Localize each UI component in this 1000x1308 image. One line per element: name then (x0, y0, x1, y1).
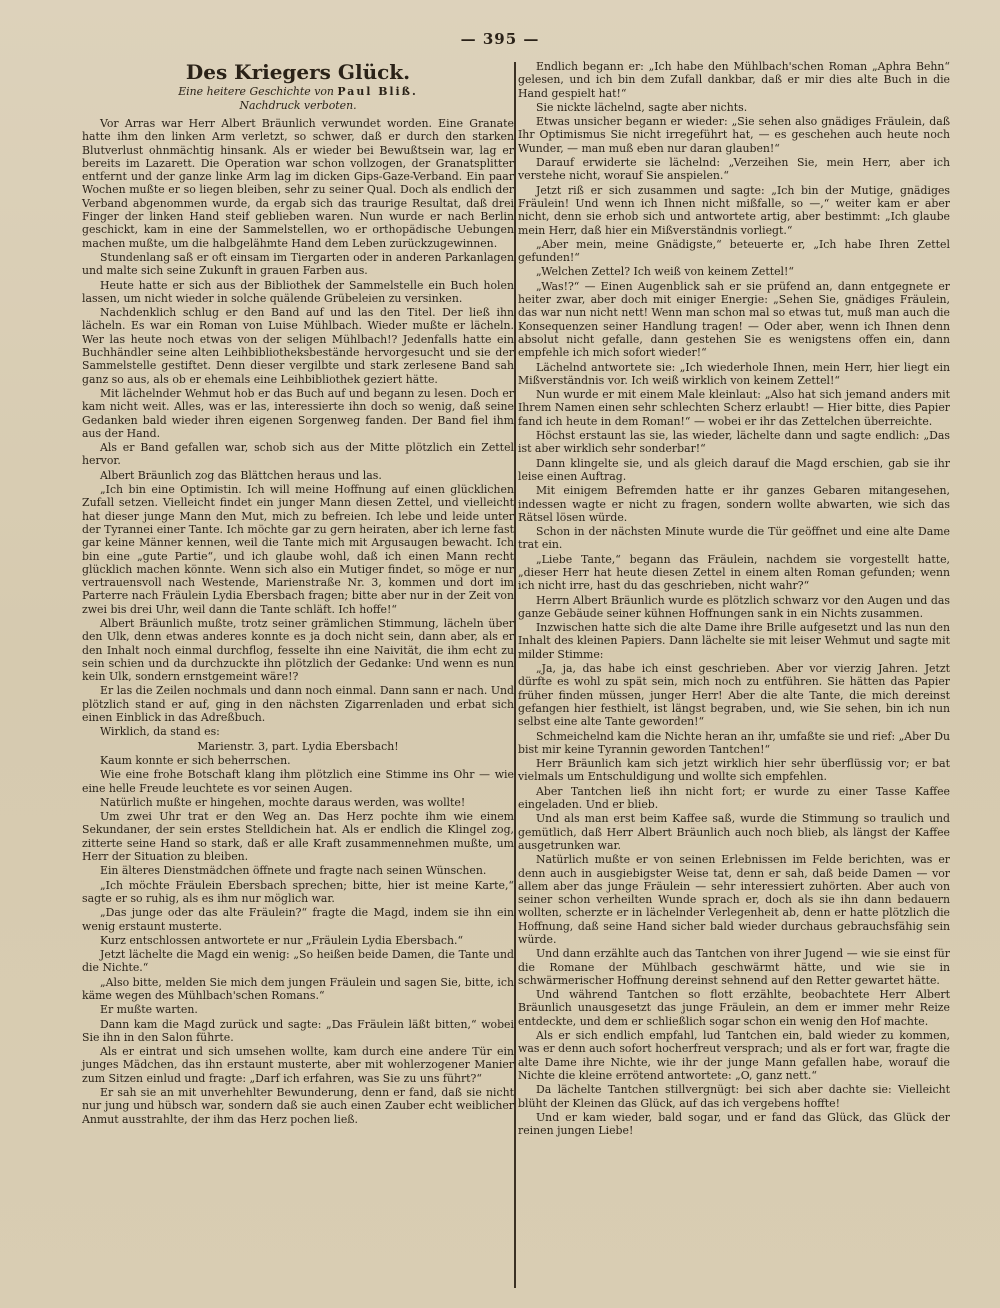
paragraph: Mit lächelnder Wehmut hob er das Buch auf und begann zu lesen. Doch er kam nicht weit. Alles, was er las, interessierte ihn doch so wenig, daß seine Gedanken bald wieder ihren eigenen Sorgenweg fanden. Der Band fiel ihm aus der Hand. (82, 386, 514, 440)
paragraph: Und dann erzählte auch das Tantchen von ihrer Jugend — wie sie einst für die Romane der Mühlbach geschwärmt hätte, und wie sie in schwärmerischer Hoffnung dereinst sehnend auf den Retter gewartet hätte. (518, 947, 950, 987)
right-column (518, 60, 950, 1138)
paragraph: Albert Bräunlich mußte, trotz seiner grämlichen Stimmung, lächeln über den Ulk, denn etwas anderes konnte es ja doch nicht sein, dann aber, als er den Inhalt noch einmal durchflog, fesselte ihn eine Naivität, die ihm echt zu sein schien und da durchzuckte ihn plötzlich der Gedanke: Und wenn es nun kein Ulk, sondern ernstgemeint wäre!? (82, 616, 514, 684)
paragraph: Dann kam die Magd zurück und sagte: „Das Fräulein läßt bitten,“ wobei Sie ihn in den Salon führte. (82, 1017, 514, 1044)
paragraph: Etwas unsicher begann er wieder: „Sie sehen also gnädiges Fräulein, daß Ihr Optimismus Sie nicht irregeführt hat, — es geschehen auch heute noch Wunder, — man muß eben nur daran glauben!“ (518, 115, 950, 155)
paragraph: Albert Bräunlich zog das Blättchen heraus und las. (100, 468, 382, 482)
paragraph: Um zwei Uhr trat er den Weg an. Das Herz pochte ihm wie einem Sekundaner, der sein erstes Stelldichein hat. Als er endlich die Klingel zog, zitterte seine Hand so stark, daß er alle Kraft zusammennehmen mußte, um Herr der Situation zu bleiben. (82, 810, 514, 864)
paragraph: Dann klingelte sie, und als gleich darauf die Magd erschien, gab sie ihr leise einen Auftrag. (518, 456, 950, 483)
story-subtitle (82, 85, 514, 99)
paragraph: Höchst erstaunt las sie, las wieder, lächelte dann und sagte endlich: „Das ist aber wirklich sehr sonderbar!“ (518, 429, 950, 456)
paragraph: Wie eine frohe Botschaft klang ihm plötzlich eine Stimme ins Ohr — wie eine helle Freude leuchtete es vor seinen Augen. (82, 768, 514, 795)
paragraph: Herrn Albert Bräunlich wurde es plötzlich schwarz vor den Augen und das ganze Gebäude seiner kühnen Hoffnungen sank in ein Nichts zusammen. (518, 593, 950, 620)
paragraph: Natürlich mußte er hingehen, mochte daraus werden, was wollte! (100, 795, 466, 809)
paragraph: Er sah sie an mit unverhehlter Bewunderung, denn er fand, daß sie nicht nur jung und hübsch war, sondern daß sie auch einen Zauber echt weiblicher Anmut ausstrahlte, der ihm das Herz pochen ließ. (82, 1086, 514, 1126)
paragraph: Und als man erst beim Kaffee saß, wurde die Stimmung so traulich und gemütlich, daß Herr Albert Bräunlich auch noch blieb, als längst der Kaffee ausgetrunken war. (518, 812, 950, 852)
paragraph: Herr Bräunlich kam sich jetzt wirklich hier sehr überflüssig vor; er bat vielmals um Entschuldigung und wollte sich empfehlen. (518, 757, 950, 784)
paragraph: Er mußte warten. (100, 1003, 198, 1017)
paragraph: „Welchen Zettel? Ich weiß von keinem Zettel!“ (536, 265, 794, 279)
paragraph: „Also bitte, melden Sie mich dem jungen Fräulein und sagen Sie, bitte, ich käme wegen des Mühlbach'schen Romans.“ (82, 975, 514, 1002)
paragraph: Als er Band gefallen war, schob sich aus der Mitte plötzlich ein Zettel hervor. (82, 441, 514, 468)
paragraph: Aber Tantchen ließ ihn nicht fort; er wurde zu einer Tasse Kaffee eingeladen. Und er blieb. (518, 784, 950, 812)
right-body (518, 60, 950, 1137)
paragraph: Darauf erwiderte sie lächelnd: „Verzeihen Sie, mein Herr, aber ich verstehe nicht, worauf Sie anspielen.“ (518, 156, 950, 183)
paragraph: Stundenlang saß er oft einsam im Tiergarten oder in anderen Parkanlagen und malte sich seine Zukunft in grauen Farben aus. (82, 250, 514, 278)
paragraph: Jetzt lächelte die Magd ein wenig: „So heißen beide Damen, die Tante und die Nichte.“ (82, 948, 514, 975)
left-body (82, 117, 514, 1126)
paragraph: „Ich bin eine Optimistin. Ich will meine Hoffnung auf einen glücklichen Zufall setzen. Vielleicht findet ein junger Mann diesen Zettel, und vielleicht hat dieser junge Mann den Mut, mich zu befreien. Ich lebe und leide unter der Tyrannei einer Tante. Ich möchte gar zu gern heiraten, aber ich lerne fast gar keine Männer kennen, weil die Tante mich mit Argusaugen bewacht. Ich bin eine „gute Partie“, und ich glaube wohl, daß ich einen Mann recht glücklich machen könnte. Wenn sich also ein Mutiger findet, so möge er nur vertrauensvoll nach Westende, Marienstraße Nr. 3, kommen und dort im Parterre nach Fräulein Lydia Ebersbach fragen; bitte aber nur in der Zeit von zwei bis drei Uhr, weil dann die Tante schläft. Ich hoffe!“ (82, 483, 514, 616)
paragraph: Schon in der nächsten Minute wurde die Tür geöffnet und eine alte Dame trat ein. (518, 525, 950, 552)
paragraph: „Das junge oder das alte Fräulein?“ fragte die Magd, indem sie ihn ein wenig erstaunt musterte. (82, 906, 514, 933)
paragraph: Und während Tantchen so flott erzählte, beobachtete Herr Albert Bräunlich unausgesetzt das junge Fräulein, an dem er immer mehr Reize entdeckte, und dem er schließlich sogar schon ein wenig den Hof machte. (518, 988, 950, 1028)
paragraph: „Aber mein, meine Gnädigste,“ beteuerte er, „Ich habe Ihren Zettel gefunden!“ (518, 237, 950, 265)
subtitle-text: Eine heitere Geschichte von (178, 85, 334, 98)
paragraph: Sie nickte lächelnd, sagte aber nichts. (536, 100, 748, 114)
paragraph: Heute hatte er sich aus der Bibliothek der Sammelstelle ein Buch holen lassen, um nicht wieder in solche quälende Grübeleien zu versinken. (82, 278, 514, 305)
paragraph: Nachdenklich schlug er den Band auf und las den Titel. Der ließ ihn lächeln. Es war ein Roman von Luise Mühlbach. Wieder mußte er lächeln. Wer las heute noch etwas von der seligen Mühlbach!? Jedenfalls hatte ein Buchhändler seine alten Leihbibliotheksbestände hervorgesucht und sie der Sammelstelle gestiftet. Denn dieser vergilbte und stark zerlesene Band sah ganz so aus, als ob er ehemals eine Leihbibliothek geziert hätte. (82, 306, 514, 386)
paragraph: Nun wurde er mit einem Male kleinlaut: „Also hat sich jemand anders mit Ihrem Namen einen sehr schlechten Scherz erlaubt! — Hier bitte, dies Papier fand ich heute in dem Roman!“ — wobei er ihr das Zettelchen überreichte. (518, 388, 950, 428)
paragraph: „Ich möchte Fräulein Ebersbach sprechen; bitte, hier ist meine Karte,“ sagte er so ruhig, als es ihm nur möglich war. (82, 878, 514, 905)
paragraph: „Was!?“ — Einen Augenblick sah er sie prüfend an, dann entgegnete er heiter zwar, aber doch mit einiger Energie: „Sehen Sie, gnädiges Fräulein, das war nun nicht nett! Wenn man schon mal so etwas tut, muß man auch die Konsequenzen seiner Handlung tragen! — Oder aber, wenn ich Ihnen denn absolut nicht gefalle, dann gestehen Sie es wenigstens offen ein, dann empfehle ich mich sofort wieder!“ (518, 279, 950, 360)
column-divider (514, 62, 516, 1288)
paragraph: Schmeichelnd kam die Nichte heran an ihr, umfaßte sie und rief: „Aber Du bist mir keine Tyrannin geworden Tantchen!“ (518, 729, 950, 756)
author-name: Paul Bliß. (337, 85, 418, 98)
page-number: — 395 — (460, 30, 540, 48)
paragraph: Inzwischen hatte sich die alte Dame ihre Brille aufgesetzt und las nun den Inhalt des kleinen Papiers. Dann lächelte sie mit leiser Wehmut und sagte mit milder Stimme: (518, 621, 950, 661)
left-column (82, 60, 514, 1127)
paragraph: Als er eintrat und sich umsehen wollte, kam durch eine andere Tür ein junges Mädchen, das ihn erstaunt musterte, aber mit wohlerzogener Manier zum Sitzen einlud und fragte: „Darf ich erfahren, was Sie zu uns führt?“ (82, 1045, 514, 1085)
paragraph: Kaum konnte er sich beherrschen. (100, 753, 291, 767)
paragraph: Natürlich mußte er von seinen Erlebnissen im Felde berichten, was er denn auch in ausgiebigster Weise tat, denn er sah, daß beide Damen — vor allem aber das junge Fräulein — sehr interessiert zuhörten. Aber auch von seiner schon verheilten Wunde sprach er, doch als sie ihn dann bedauern wollten, scherzte er in lächelnder Verlegenheit ab, denn er hatte plötzlich die Hoffnung, daß seine Hand sicher bald wieder durchaus gebrauchsfähig sein würde. (518, 853, 950, 946)
paragraph: „Liebe Tante,“ begann das Fräulein, nachdem sie vorgestellt hatte, „dieser Herr hat heute diesen Zettel in einem alten Roman gefunden; wenn ich nicht irre, hast du das geschrieben, nicht wahr?“ (518, 552, 950, 593)
story-title: Des Kriegers Glück. (185, 60, 411, 84)
paragraph: Ein älteres Dienstmädchen öffnete und fragte nach seinen Wünschen. (100, 864, 487, 878)
paragraph: Er las die Zeilen nochmals und dann noch einmal. Dann sann er nach. Und plötzlich stand er auf, ging in den nächsten Zigarrenladen und erbat sich einen Einblick in das Adreßbuch. (82, 684, 514, 725)
paragraph: Mit einigem Befremden hatte er ihr ganzes Gebaren mitangesehen, indessen wagte er nicht zu fragen, sondern wollte abwarten, wie sich das Rätsel lösen würde. (518, 484, 950, 524)
paragraph: Lächelnd antwortete sie: „Ich wiederhole Ihnen, mein Herr, hier liegt ein Mißverständnis vor. Ich weiß wirklich von keinem Zettel!“ (518, 360, 950, 387)
paragraph: Wirklich, da stand es: (100, 725, 220, 739)
paragraph: Kurz entschlossen antwortete er nur „Fräulein Lydia Ebersbach.“ (100, 933, 464, 947)
paragraph: Jetzt riß er sich zusammen und sagte: „Ich bin der Mutige, gnädiges Fräulein! Und wenn ich Ihnen nicht mißfalle, so —,“ weiter kam er aber nicht, denn sie erhob sich und antwortete artig, aber bestimmt: „Ich glaube mein Herr, daß hier ein Mißverständnis vorliegt.“ (518, 183, 950, 237)
paragraph: „Ja, ja, das habe ich einst geschrieben. Aber vor vierzig Jahren. Jetzt dürfte es wohl zu spät sein, mich noch zu entführen. Sie hätten das Papier früher finden müssen, junger Herr! Aber die alte Tante, die mich dereinst gefangen hier festhielt, ist längst begraben, und, wie Sie sehen, bin ich nun selbst eine alte Tante geworden!“ (518, 662, 950, 729)
paragraph: Da lächelte Tantchen stillvergnügt: bei sich aber dachte sie: Vielleicht blüht der Kleinen das Glück, auf das ich vergebens hoffte! (518, 1083, 950, 1110)
reprint-notice: Nachdruck verboten. (239, 99, 357, 112)
paragraph: Vor Arras war Herr Albert Bräunlich verwundet worden. Eine Granate hatte ihm den linken Arm verletzt, so schwer, daß er durch den starken Blutverlust ohnmächtig hinsank. Als er wieder bei Bewußtsein war, lag er bereits im Lazarett. Die Operation war schon vollzogen, der Granatsplitter entfernt und der ganze linke Arm lag im dicken Gips-Gaze-Verband. Ein paar Wochen mußte er so liegen bleiben, sehr zu seiner Qual. Doch als endlich der Verband abgenommen wurde, da ergab sich das traurige Resultat, daß drei Finger der linken Hand steif geblieben waren. Nun wurde er nach Berlin geschickt, kam in eine der Sammelstellen, wo er orthopädische Uebungen machen mußte, um die halbgelähmte Hand dem Leben zurückzugewinnen. (82, 117, 514, 250)
paragraph: Als er sich endlich empfahl, lud Tantchen ein, bald wieder zu kommen, was er denn auch sofort hocherfreut versprach; und als er fort war, fragte die alte Dame ihre Nichte, wie ihr der junge Mann gefallen habe, worauf die Nichte die kleine errötend antwortete: „O, ganz nett.“ (518, 1029, 950, 1082)
paragraph: Endlich begann er: „Ich habe den Mühlbach'schen Roman „Aphra Behn“ gelesen, und ich bin dem Zufall dankbar, daß er mir dies alte Buch in die Hand gespielt hat!“ (518, 60, 950, 100)
paragraph: Und er kam wieder, bald sogar, und er fand das Glück, das Glück der reinen jungen Liebe! (518, 1110, 950, 1138)
paragraph: Marienstr. 3, part. Lydia Ebersbach! (197, 739, 399, 753)
